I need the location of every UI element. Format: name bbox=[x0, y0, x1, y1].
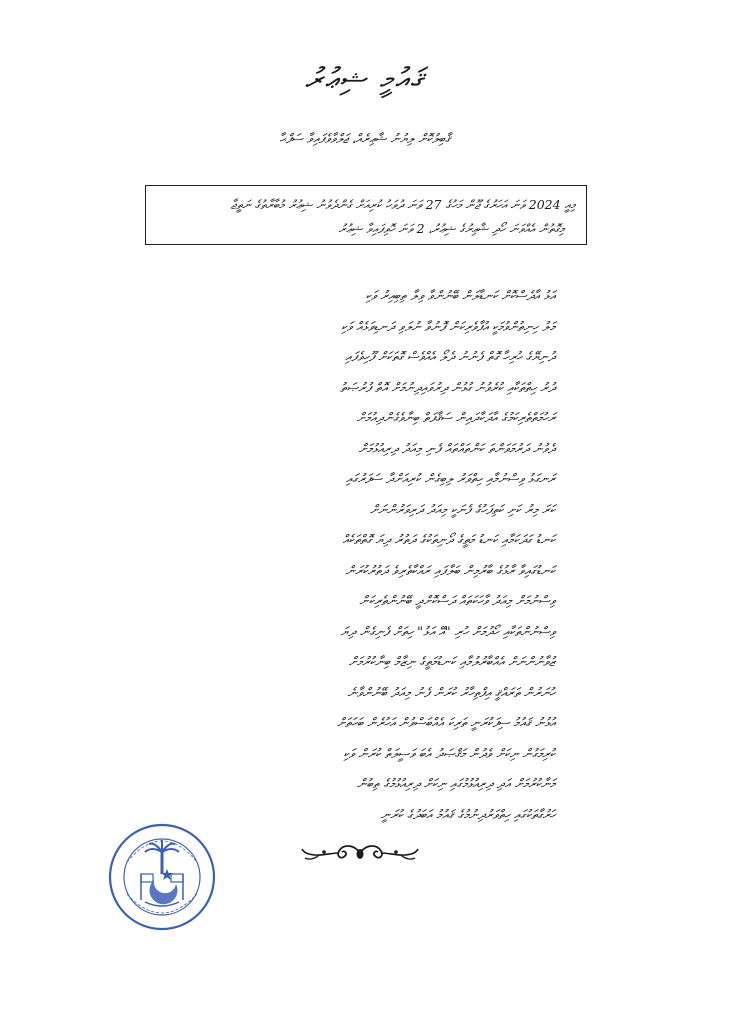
poem-line: ކަރަ މިރު ކަށި ކަތިފަހުގެ ފެނަކީ މިއަދު ދަރިވަރުންނަށް bbox=[370, 502, 555, 518]
poem-line: ރަނގަޅު ވިސްނުމާއި ހިތްވަރު ލިބިގެން ކުރިއަށްދާ ސަފަރުގައި bbox=[345, 472, 555, 487]
poem-line: ދެވުނު ދަރުމަވަންތަ ކަންތައްތައް ފެނި މިއަދު ދިރިއުޅުމަށް bbox=[358, 441, 555, 457]
decorative-divider-icon bbox=[299, 840, 421, 866]
poem-line: ވިސްނުންތަކާއި ހޯދުމަށް ހުރި "އޭ އަޅު" ހިތަށް ފެނިގެން ދިޔަ bbox=[340, 624, 555, 640]
poem-line: ދުނިޔޭގެ ހުރިހާ ގޮތް ފެނުނު ދެލޯ އެއްވެސް ގޮތަކަށް ފޫހިވެފައި bbox=[345, 350, 555, 365]
poem-line: ދުރު ހިތްތަކާއި ކުރެވުނު ގުޅުން ދިރުވައިދިނުމަށް އޮތް ފުރުޞަތު bbox=[340, 380, 555, 396]
poem-line: ރަހުމަތްތެރިކަމުގެ އާދަކާދައިން ސަޤާފަތް ބިނާވެގެންދިއުމަށް bbox=[356, 411, 555, 426]
poem-line: ވިސްނުމަށް މިއަދު ވާހަކަތައް ދަސްކޮށްދީ ބޭނުންތެރިކަން bbox=[359, 594, 555, 609]
poem-line: ކަނޑުގައިވާ ރާޅުގެ ބާރުމިން ބަލާފައި ރައްކާތެރިވެ ދަތުރުކުރަން bbox=[345, 563, 555, 579]
poem-line: ހުނަރުން ތަރައްޤީ އިފްތިހާރު ކުރަން ފެނު މިއަދު ބޭނުންވާނެ bbox=[347, 685, 555, 701]
poem-line: އަޅު އާދެސްކޮށް ކަނޑާލަން ބޭނުންވާ ވިލާ ތިބިއިރު ވަކި bbox=[365, 289, 555, 304]
poem-line: ހަރުގާތަކުގައި ހިތްވަރުދިނުމުގެ ޤައުމު އަބަދުގެ ކުރަނީ bbox=[380, 807, 555, 823]
poem-line: މަލު ހިނިތުންވުމަކީ އުފާވެރިކަން ފޮނުވާ ނުލަވި ދަނޑިވަޅެއް ވަކި bbox=[341, 319, 555, 335]
poem-line: ޒުވާނުންނަށް އެއްބާރުލުމާއި ކަނޑުމަތީގެ ނިޒާމް ބިނާކުރުމަށް bbox=[348, 655, 555, 670]
poem-body bbox=[240, 282, 555, 831]
info-box bbox=[145, 185, 587, 245]
document-title: ޤައުމީ ޝިޢުރު bbox=[304, 62, 426, 97]
poem-line: އުޅުނު ޤައުމު ސިފަކުރަނީ ތަރިކަ އެއްބަސްވުން އަހުރެން ބަހަތަށް bbox=[336, 716, 555, 731]
info-line-2: މިގޮތުން އެއްވަނަ ހޯދި ޝާޢިރުގެ ޝިޢުރު، 2 ވަނަ ހޮވިފައިވާ ޝިޢުރު bbox=[338, 221, 564, 236]
government-seal-icon bbox=[107, 822, 217, 932]
poem-line: ކުރިމަގުން ނިކަށް ވެދުން މަޤްޞަދު އެބަ ވަސީލަތް ކުރަން ވަކި bbox=[343, 746, 555, 762]
document-subtitle: ޤާބިލުކޮށް ލިޔުނު ޝާޢިރެއް، ޖަލްވާވެފައިވާ ސަފްޙާ bbox=[279, 132, 451, 147]
poem-line: ކަނޑު ގަދަކަމާއި ކަނޑު މަތީގެ ދޯނިތަކުގެ ދަތުރު ދިޔަ ގޮތްތަކެއް bbox=[342, 533, 555, 548]
poem-line: މަނާކުރުމަށް އަދި ދިރިއުޅުމުގައި ނިކަށް ދިރިއުޅުމުގެ ތިބުން bbox=[357, 777, 555, 792]
info-line-1: މިއީ 2024 ވަނަ އަހަރުގެ ޖޫން މަހުގެ 27 ވަނަ ދުވަހު ކުރިއަށް ގެންދެވުނު ޝިޢުރު މުބާރާތުގެ ނަތީޖާ bbox=[230, 197, 576, 212]
